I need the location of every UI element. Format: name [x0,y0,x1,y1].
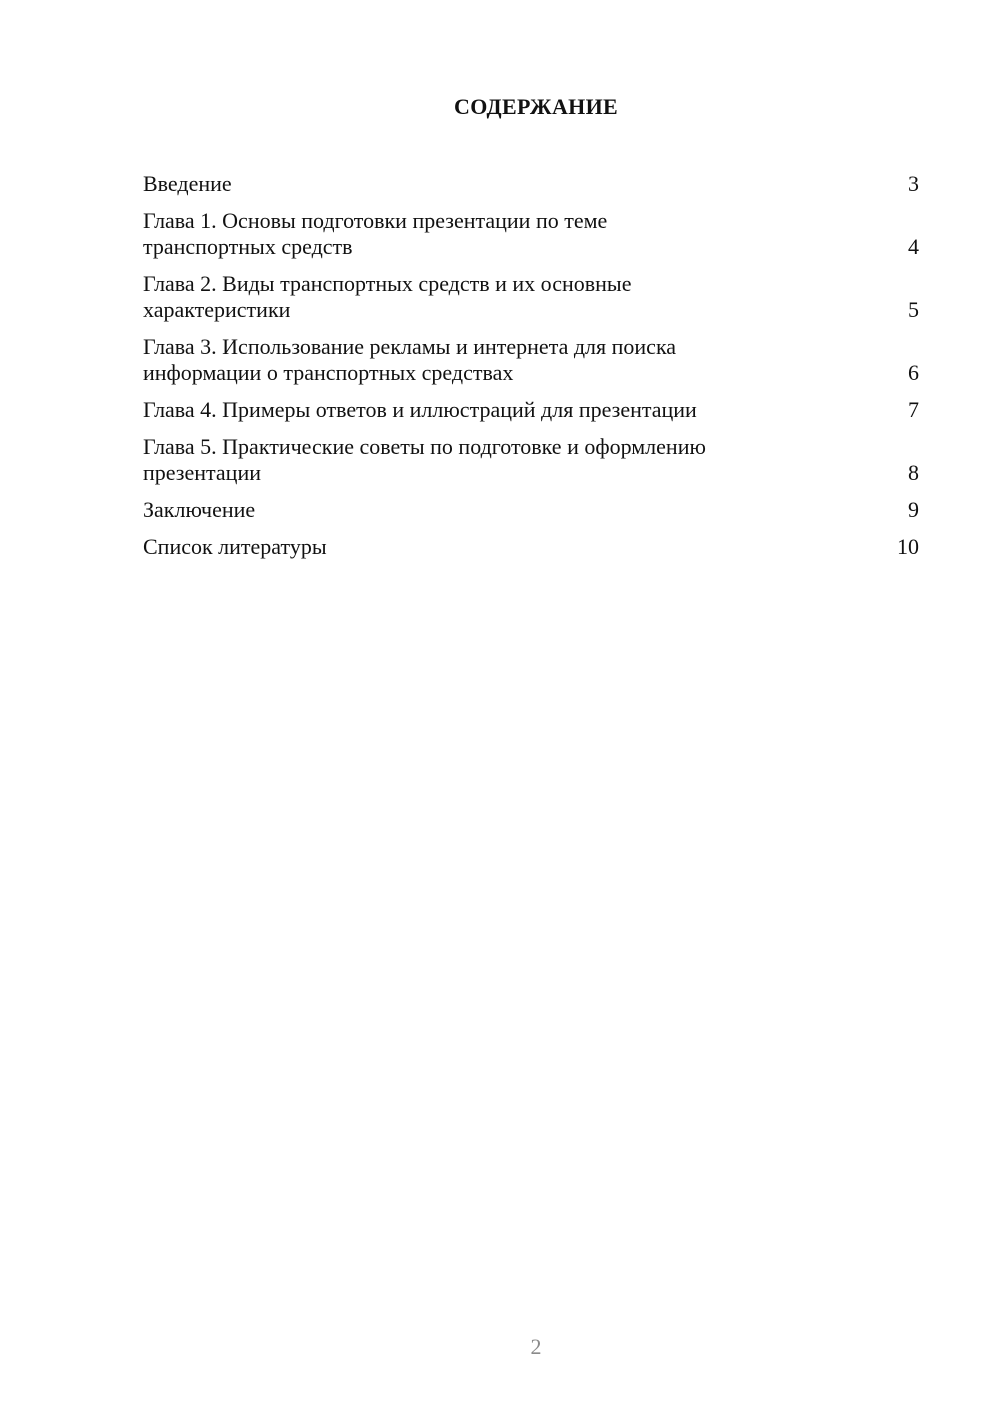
toc-entry-text [143,434,706,486]
toc-entry-chapter-3 [143,334,919,386]
toc-entry-text [143,334,676,386]
toc-entry-chapter-1 [143,208,919,260]
toc-entry-page-number: 9 [908,497,919,522]
toc-entry-line: Введение [143,171,232,196]
toc-entry-line: Заключение [143,497,256,522]
toc-entry-page-number: 10 [897,534,919,559]
toc-entry-line: информации о транспортных средствах [143,360,514,385]
toc-entry-line: презентации [143,460,262,485]
toc-entry-line: Глава 3. Использование рекламы и интернета для поиска [143,334,677,359]
toc-entry-page-number: 8 [908,460,919,485]
page-number: 2 [530,1334,542,1359]
toc-entry-line: транспортных средств [143,234,353,259]
toc-entry-text [143,271,631,323]
toc-entry-text [143,171,232,197]
toc-entry-line: Список литературы [143,534,327,559]
toc-entry-introduction [143,171,919,197]
toc-entry-page-number: 4 [908,234,919,259]
toc-entry-line: характеристики [143,297,291,322]
toc-entry-page-number: 7 [908,397,919,422]
table-of-contents [143,171,919,571]
toc-entry-bibliography [143,534,919,560]
toc-entry-page-number: 6 [908,360,919,385]
toc-entry-chapter-4 [143,397,919,423]
toc-entry-line: Глава 4. Примеры ответов и иллюстраций для презентации [143,397,697,422]
toc-entry-page-number: 3 [908,171,919,196]
toc-entry-line: Глава 1. Основы подготовки презентации по теме [143,208,608,233]
toc-entry-text [143,397,697,423]
toc-entry-text [143,534,327,560]
page-title: СОДЕРЖАНИЕ [454,94,618,119]
toc-entry-page-number: 5 [908,297,919,322]
toc-entry-conclusion [143,497,919,523]
toc-entry-line: Глава 5. Практические советы по подготовке и оформлению [143,434,706,459]
toc-entry-chapter-2 [143,271,919,323]
toc-entry-text [143,208,607,260]
toc-entry-line: Глава 2. Виды транспортных средств и их основные [143,271,632,296]
toc-entry-text [143,497,255,523]
toc-entry-chapter-5 [143,434,919,486]
